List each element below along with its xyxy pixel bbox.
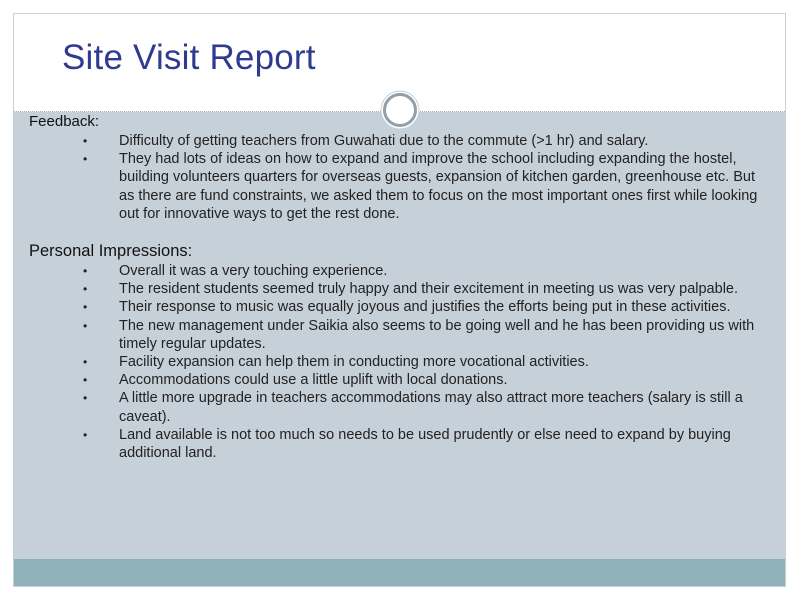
impression-item-text: Overall it was a very touching experience.	[119, 263, 388, 280]
bullet-icon: •	[83, 152, 88, 167]
list-item	[29, 353, 769, 371]
feedback-heading: Feedback:	[29, 113, 100, 130]
bullet-icon: •	[83, 391, 88, 406]
list-item	[29, 150, 769, 223]
list-item	[29, 371, 769, 389]
bullet-icon: •	[83, 373, 88, 388]
impression-item-text: Facility expansion can help them in conducting more vocational activities.	[119, 354, 589, 371]
impression-item-text: A little more upgrade in teachers accommodations may also attract more teachers (salary is still a caveat).	[119, 390, 743, 425]
footer-bar	[14, 559, 785, 586]
bullet-icon: •	[83, 134, 88, 148]
feedback-item-text: They had lots of ideas on how to expand and improve the school including expanding the hostel, building volunteers quarters for overseas guests, expansion of kitchen garden, greenhouse etc. But as there are fund constraints, we asked them to focus on the most important ones first while looking out for innovative ways to get the rest done.	[119, 151, 758, 222]
list-item	[29, 262, 769, 280]
feedback-list	[29, 132, 769, 223]
slide-title: Site Visit Report	[62, 38, 316, 77]
bullet-icon: •	[83, 300, 88, 315]
list-item	[29, 280, 769, 298]
feedback-item-text: Difficulty of getting teachers from Guwahati due to the commute (>1 hr) and salary.	[119, 133, 649, 149]
impression-item-text: The new management under Saikia also seems to be going well and he has been providing us with timely regular updates.	[119, 317, 755, 352]
bullet-icon: •	[83, 318, 88, 333]
list-item	[29, 298, 769, 316]
list-item	[29, 389, 769, 425]
list-item	[29, 132, 769, 150]
slide-body	[29, 113, 769, 462]
impressions-list	[29, 262, 769, 462]
impression-item-text: The resident students seemed truly happy and their excitement in meeting us was very palpable.	[119, 281, 739, 298]
bullet-icon: •	[83, 355, 88, 370]
bullet-icon: •	[83, 427, 88, 442]
impression-item-text: Their response to music was equally joyous and justifies the efforts being put in these activities.	[119, 299, 731, 316]
impression-item-text: Accommodations could use a little uplift with local donations.	[119, 372, 508, 389]
impressions-heading: Personal Impressions:	[29, 242, 193, 261]
bullet-icon: •	[83, 264, 88, 279]
impression-item-text: Land available is not too much so needs to be used prudently or else need to expand by buying additional land.	[119, 426, 731, 462]
bullet-icon: •	[83, 282, 88, 297]
list-item	[29, 426, 769, 462]
list-item	[29, 317, 769, 353]
